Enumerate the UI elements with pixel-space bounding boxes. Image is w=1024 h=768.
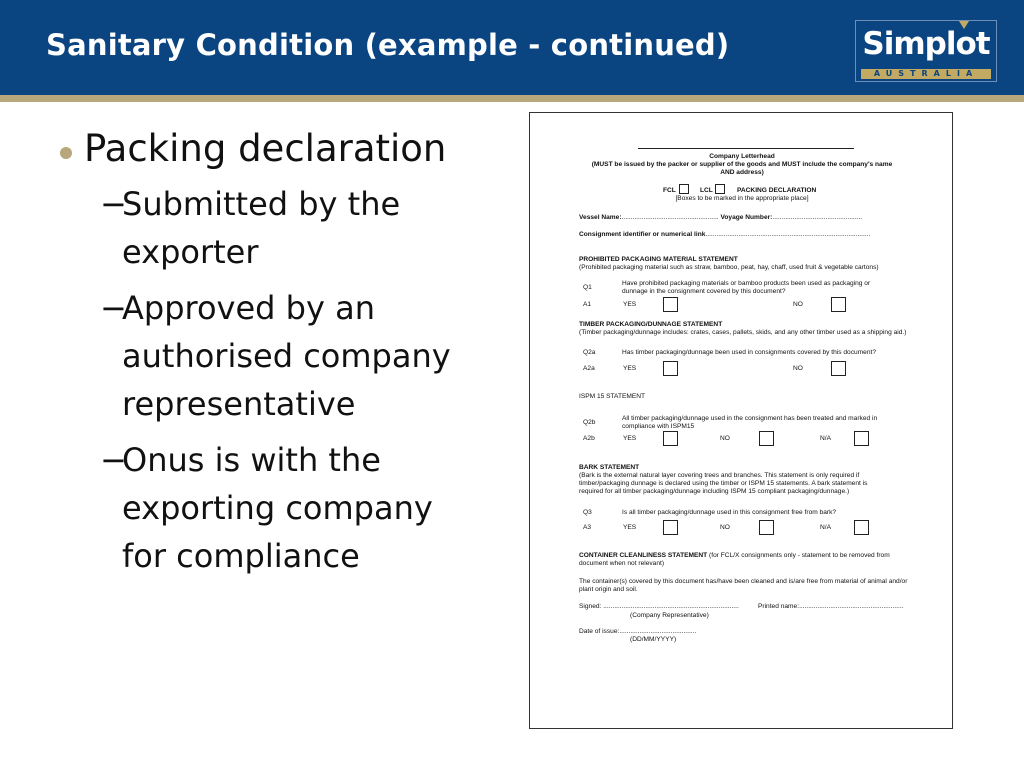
a3-yes-checkbox xyxy=(663,520,678,535)
sub-bullet-line: Approved by an xyxy=(122,289,375,327)
company-rep-label: (Company Representative) xyxy=(630,612,709,619)
bark-note: required for all timber packaging/dunnage including ISPM 15 compliant packaging/dunnage.) xyxy=(579,488,850,495)
a2b-yes-label: YES xyxy=(623,435,637,442)
bullet-dot-icon xyxy=(60,147,72,159)
q3-code: Q3 xyxy=(583,509,592,516)
logo-subtitle: AUSTRALIA xyxy=(873,69,979,78)
printed-label: Printed name: xyxy=(758,603,800,610)
a2b-yes-checkbox xyxy=(663,431,678,446)
bullet-main-text: Packing declaration xyxy=(84,127,447,170)
q3-question: Is all timber packaging/dunnage used in this consignment free from bark? xyxy=(622,509,837,516)
vessel-name-field xyxy=(579,214,862,222)
voyage-dots: ................................................. xyxy=(772,214,863,221)
bark-heading: BARK STATEMENT xyxy=(579,464,640,471)
vessel-dots: ..................................................... xyxy=(621,214,719,221)
declaration-heading: PACKING DECLARATION xyxy=(737,187,817,194)
lcl-label: LCL xyxy=(700,187,713,194)
a1-code: A1 xyxy=(583,301,592,308)
logo-name: Simplot xyxy=(862,26,990,62)
ispm-heading: ISPM 15 STATEMENT xyxy=(579,393,646,400)
fcl-label: FCL xyxy=(663,187,676,194)
a2a-no-checkbox xyxy=(831,361,846,376)
logo-subtitle-bar xyxy=(861,69,991,79)
container-heading-note-2: document when not relevant) xyxy=(579,560,665,567)
sub-bullet-line: exporting company xyxy=(122,489,433,527)
printed-name-field xyxy=(758,603,903,611)
issued-by-line: (MUST be issued by the packer or supplier of the goods and MUST include the company's name xyxy=(591,161,893,168)
q2b-code: Q2b xyxy=(583,419,596,426)
vessel-label: Vessel Name: xyxy=(579,214,622,221)
a2b-no-label: NO xyxy=(720,435,730,442)
bullet-main xyxy=(60,126,500,172)
simplot-logo xyxy=(855,20,997,82)
sub-bullet-line: Submitted by the xyxy=(122,185,401,223)
consignment-dots: .......................................................................................... xyxy=(705,231,871,238)
q1-question: Have prohibited packaging materials or bamboo products been used as packaging or xyxy=(622,280,871,287)
sub-bullet-line: exporter xyxy=(122,233,259,271)
container-heading-note: (for FCL/X consignments only - statement to be removed from xyxy=(707,552,890,559)
a3-code: A3 xyxy=(583,524,592,531)
consignment-field xyxy=(579,231,870,239)
q1-code: Q1 xyxy=(583,284,592,291)
a2a-no-label: NO xyxy=(793,365,803,372)
container-statement: plant origin and soil. xyxy=(579,586,638,593)
q2b-question: compliance with ISPM15 xyxy=(622,423,695,430)
signed-dots: .......................................................................... xyxy=(603,603,739,610)
signed-field xyxy=(579,603,739,611)
a2b-na-checkbox xyxy=(854,431,869,446)
header-accent-line xyxy=(0,95,1024,102)
a1-yes-checkbox xyxy=(663,297,678,312)
fcl-checkbox xyxy=(679,184,689,194)
date-field xyxy=(579,628,696,636)
boxes-note: [Boxes to be marked in the appropriate place] xyxy=(675,195,809,202)
sub-bullet-submitted xyxy=(60,180,500,276)
a3-yes-label: YES xyxy=(623,524,637,531)
signed-label: Signed: xyxy=(579,603,602,610)
a1-no-label: NO xyxy=(793,301,803,308)
prohibited-note: (Prohibited packaging material such as straw, bamboo, peat, hay, chaff, used fruit & vegetable cartons) xyxy=(579,264,879,271)
voyage-label: Voyage Number: xyxy=(720,214,773,221)
printed-dots: ......................................................... xyxy=(799,603,904,610)
a2a-code: A2a xyxy=(583,365,595,372)
container-statement: The container(s) covered by this document has/have been cleaned and is/are free from material of animal and/or xyxy=(579,578,908,585)
a2b-na-label: N/A xyxy=(820,435,831,442)
a2a-yes-checkbox xyxy=(663,361,678,376)
a2b-code: A2b xyxy=(583,435,595,442)
timber-heading: TIMBER PACKAGING/DUNNAGE STATEMENT xyxy=(579,321,723,328)
issued-by-line: AND address) xyxy=(720,169,764,176)
a3-no-checkbox xyxy=(759,520,774,535)
q2b-question: All timber packaging/dunnage used in the consignment has been treated and marked in xyxy=(622,415,878,422)
letterhead-label: Company Letterhead xyxy=(709,153,775,160)
sub-bullet-line: for compliance xyxy=(122,537,360,575)
bark-note: (Bark is the external natural layer covering trees and branches. This statement is only required if xyxy=(579,472,860,479)
a1-no-checkbox xyxy=(831,297,846,312)
sub-bullet-onus xyxy=(60,436,500,580)
packing-declaration-document xyxy=(529,112,953,729)
container-heading-line xyxy=(579,552,890,560)
bark-note: timber/packaging dunnage is declared using the timber or ISPM 15 statements. A bark statement is xyxy=(579,480,868,487)
dash-icon: − xyxy=(100,289,127,327)
a2b-no-checkbox xyxy=(759,431,774,446)
date-format-label: (DD/MM/YYYY) xyxy=(630,636,677,643)
date-label: Date of issue: xyxy=(579,628,620,635)
a1-yes-label: YES xyxy=(623,301,637,308)
consignment-label: Consignment identifier or numerical link xyxy=(579,231,706,238)
a3-no-label: NO xyxy=(720,524,730,531)
q1-question: dunnage in the consignment covered by this document? xyxy=(622,288,786,295)
letterhead-rule xyxy=(638,148,854,149)
slide-title: Sanitary Condition (example - continued) xyxy=(46,28,730,62)
lcl-checkbox xyxy=(715,184,725,194)
container-heading: CONTAINER CLEANLINESS STATEMENT xyxy=(579,552,708,559)
date-dots: .......................................... xyxy=(619,628,697,635)
q2a-question: Has timber packaging/dunnage been used in consignments covered by this document? xyxy=(622,349,877,356)
sub-bullet-approved xyxy=(60,284,500,428)
prohibited-heading: PROHIBITED PACKAGING MATERIAL STATEMENT xyxy=(579,256,738,263)
bullet-list xyxy=(60,126,500,580)
a3-na-checkbox xyxy=(854,520,869,535)
timber-note: (Timber packaging/dunnage includes: crates, cases, pallets, skids, and any other timber used as a shipping aid.) xyxy=(579,329,907,336)
sub-bullet-line: Onus is with the xyxy=(122,441,381,479)
q2a-code: Q2a xyxy=(583,349,596,356)
dash-icon: − xyxy=(100,441,127,479)
sub-bullet-line: authorised company xyxy=(122,337,451,375)
a2a-yes-label: YES xyxy=(623,365,637,372)
dash-icon: − xyxy=(100,185,127,223)
sub-bullet-line: representative xyxy=(122,385,356,423)
a3-na-label: N/A xyxy=(820,524,831,531)
